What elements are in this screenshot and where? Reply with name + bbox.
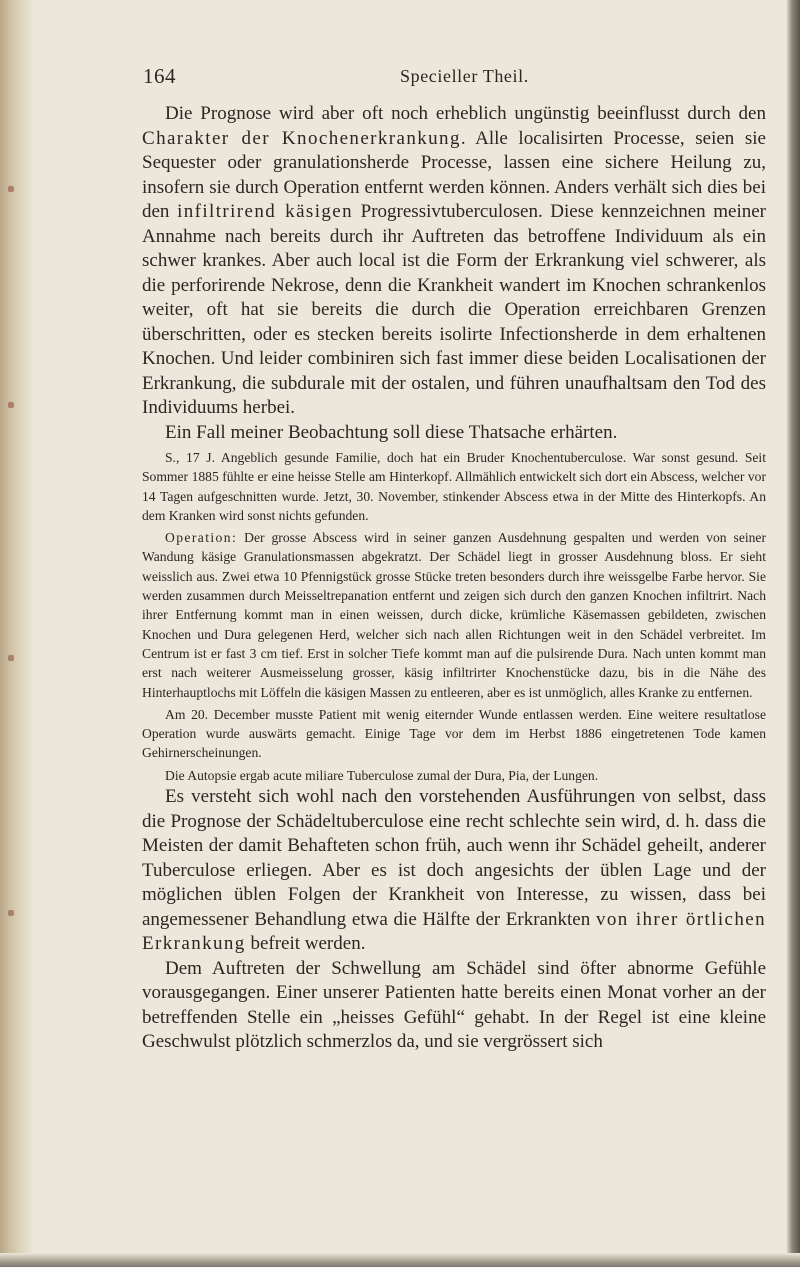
page-edge-shadow [786,0,800,1267]
case-autopsy [142,766,766,785]
binding-stain [8,655,14,661]
spaced-emphasis-text: Charakter der Knochenerkrankung [142,127,461,149]
binding-stain [8,186,14,192]
paragraph-case-intro [142,421,766,446]
body-text: Es versteht sich wohl nach den vorstehenden Ausführungen von selbst, dass die Prognose der Schädeltuberculose eine recht schlechte sein wird, d. h. dass die Meisten der damit Behafteten schon früh, auch wenn ihr Schädel geheilt, anderer Tuberculose erliegen. Aber es ist doch angesichts der üblen Lage und der möglichen üblen Folgen der Krankheit von Interesse, zu wissen, dass bei angemessener Behandlung etwa die Hälfte der Erkrankten [142,786,766,930]
body-text: befreit werden. [245,933,366,955]
body-text: Die Prognose wird aber oft noch erheblich ungünstig beeinflusst durch den [165,103,766,124]
binding-stain [8,910,14,916]
spaced-emphasis-text: von ihrer örtlichen Erkrankung [142,908,766,955]
page-body [142,102,766,1055]
spaced-emphasis-text: Operation: [165,530,238,546]
case-operation [142,528,766,702]
body-text: Am 20. December musste Patient mit wenig eiternder Wunde entlassen werden. Eine weitere resultatlose Operation wurde auswärts gemacht. Einige Tage vor dem im Herbst 1886 eingetretenen Tode kamen Gehirnerscheinungen. [142,706,766,761]
case-discharge [142,705,766,763]
binding-stain [8,402,14,408]
body-text: Ein Fall meiner Beobachtung soll diese Thatsache erhärten. [165,421,618,443]
body-text: Progressivtuberculosen. Diese kennzeichnen meiner Annahme nach bereits durch ihr Auftreten das betroffene Individuum als ein schwer krankes. Aber auch local ist die Form der Erkrankung viel schwerer, als die perforirende Nekrose, denn die Krankheit wandert im Knochen schrankenlos weiter, oft hat sie bereits die durch die Operation erreichbaren Grenzen überschritten, oder es stecken bereits isolirte Infectionsherde in dem erhaltenen Knochen. Und leider combiniren sich fast immer diese beiden Localisationen der Erkrankung, die subdurale mit der ostalen, und führen unaufhaltsam den Tod des Individuums herbei. [142,201,766,418]
page-binding-shadow [0,0,34,1267]
body-text: Die Autopsie ergab acute miliare Tuberculose zumal der Dura, Pia, der Lungen. [165,767,599,783]
page-bottom-shadow [0,1253,800,1267]
body-text: Der grosse Abscess wird in seiner ganzen Ausdehnung gespalten und werden von seiner Wandung käsige Granulationsmassen abgekratzt. Der Schädel liegt in grosser Ausdehnung bloss. Er sieht weisslich aus. Zwei etwa 10 Pfennigstück grosse Stücke treten besonders durch ihre weissgelbe Farbe hervor. Sie werden zusammen durch Meisseltrepanation entfernt und zeigen sich durch den ganzen Knochen infiltrirt. Nach ihrer Entfernung kommt man in einen weissen, durch dicke, krümliche Käsemassen gebildeten, zwischen Knochen und Dura gelegenen Herd, welcher sich nach allen Richtungen weit in den Schädel verbreitet. Im Centrum ist er fast 3 cm tief. Erst in solcher Tiefe kommt man auf die pulsirende Dura. Nach unten kommt man erst nach weiterer Ausmeisselung grosser, käsig infiltrirter Knochenstücke dazu, bis in die Nähe des Hinterhauptlochs mit Löffeln die käsigen Massen zu entleeren, aber es ist unmöglich, alles Kranke zu entfernen. [142,530,766,700]
paragraph-conclusion [142,785,766,957]
paragraph-prognosis [142,102,766,421]
page-header [0,64,800,94]
running-head: Specieller Theil. [400,66,529,86]
spaced-emphasis-text: infiltrirend käsigen [177,201,354,222]
body-text: S., 17 J. Angeblich gesunde Familie, doch hat ein Bruder Knochentuberculose. War sonst gesund. Seit Sommer 1885 fühlte er eine heisse Stelle am Hinterkopf. Allmählich entwickelt sich dort ein Abscess, welcher vor 14 Tagen aufgeschnitten wurde. Jetzt, 30. November, stinkender Abscess etwa in der Mitte des Hinterkopfs. An dem Kranken wird sonst nichts gefunden. [142,450,766,523]
case-history [142,448,766,525]
paragraph-symptoms [142,957,766,1055]
body-text: Dem Auftreten der Schwellung am Schädel sind öfter abnorme Gefühle vorausgegangen. Einer unserer Patienten hatte bereits einen Monat vorher an der betreffenden Stelle ein „heisses Gefühl“ gehabt. In der Regel ist eine kleine Geschwulst plötzlich schmerzlos da, und sie vergrössert sich [142,957,766,1053]
page-number: 164 [143,64,176,88]
body-text: . Alle localisirten Processe, seien sie Sequester oder granulationsherde Processe, lassen eine sichere Heilung zu, insofern sie durch Operation entfernt werden können. Anders verhält sich dies bei den [142,127,766,222]
